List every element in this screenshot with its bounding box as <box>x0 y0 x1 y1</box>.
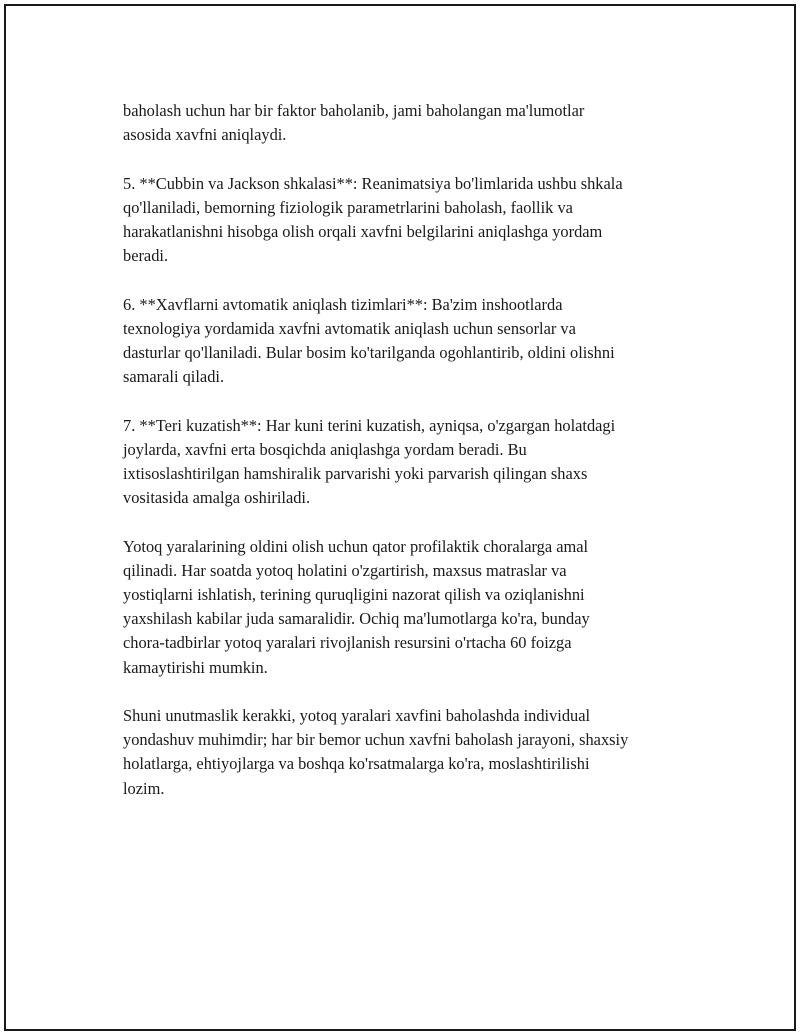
text-line: beradi. <box>123 246 169 266</box>
text-line: joylarda, xavfni erta bosqichda aniqlashga yordam beradi. Bu <box>123 439 527 459</box>
text-line: harakatlanishni hisobga olish orqali xavfni belgilarini aniqlashga yordam <box>123 222 603 241</box>
text-line: Yotoq yaralarining oldini olish uchun qator profilaktik choralarga amal <box>123 536 589 556</box>
text-line: samarali qiladi. <box>123 367 225 387</box>
text-line: Shuni unutmaslik kerakki, yotoq yaralari xavfini baholashda individual <box>123 706 591 725</box>
text-line: 7. **Teri kuzatish**: Har kuni terini kuzatish, ayniqsa, o'zgargan holatdagi <box>123 415 616 435</box>
page-frame <box>4 4 796 1031</box>
text-line: holatlarga, ehtiyojlarga va boshqa ko'rsatmalarga ko'ra, moslashtirilishi <box>123 754 590 774</box>
paragraph-item-7 <box>123 414 703 511</box>
paragraph-prevention <box>123 535 703 680</box>
text-line: yaxshilash kabilar juda samaralidir. Ochiq ma'lumotlarga ko'ra, bunday <box>123 609 590 629</box>
text-line: texnologiya yordamida xavfni avtomatik aniqlash uchun sensorlar va <box>123 318 576 338</box>
text-line: qilinadi. Har soatda yotoq holatini o'zgartirish, maxsus matraslar va <box>123 560 567 580</box>
text-line: baholash uchun har bir faktor baholanib, jami baholangan ma'lumotlar <box>123 101 585 120</box>
paragraph-item-6 <box>123 293 703 390</box>
text-line: ixtisoslashtirilgan hamshiralik parvarishi yoki parvarish qilingan shaxs <box>123 464 588 483</box>
text-line: qo'llaniladi, bemorning fiziologik parametrlarini baholash, faollik va <box>123 197 573 217</box>
text-line: lozim. <box>123 778 165 798</box>
text-line: yostiqlarni ishlatish, terining quruqligini nazorat qilish va oziqlanishni <box>123 585 585 604</box>
paragraph-conclusion <box>123 704 703 801</box>
text-line: asosida xavfni aniqlaydi. <box>123 125 287 145</box>
text-line: kamaytirishi mumkin. <box>123 657 268 677</box>
text-line: vositasida amalga oshiriladi. <box>123 488 311 508</box>
paragraph-continuation <box>123 99 703 147</box>
text-line: yondashuv muhimdir; har bir bemor uchun xavfni baholash jarayoni, shaxsiy <box>123 730 629 750</box>
text-line: dasturlar qo'llaniladi. Bular bosim ko'tarilganda ogohlantirib, oldini olishni <box>123 343 615 362</box>
text-line: 6. **Xavflarni avtomatik aniqlash tizimlari**: Ba'zim inshootlarda <box>123 294 563 314</box>
paragraph-item-5 <box>123 172 703 269</box>
text-line: chora-tadbirlar yotoq yaralari rivojlanish resursini o'rtacha 60 foizga <box>123 633 572 653</box>
document-body <box>123 99 703 801</box>
text-line: 5. **Cubbin va Jackson shkalasi**: Reanimatsiya bo'limlarida ushbu shkala <box>123 173 623 193</box>
